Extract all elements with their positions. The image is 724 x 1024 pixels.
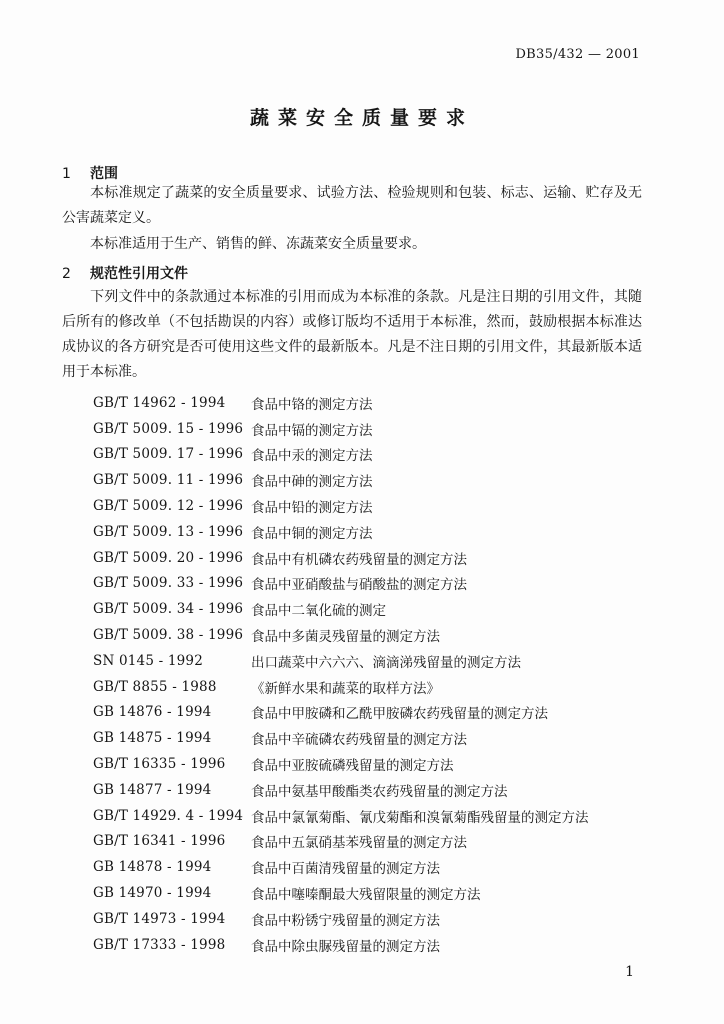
reference-name: 食品中多菌灵残留量的测定方法 xyxy=(251,629,440,646)
reference-item xyxy=(93,725,653,751)
reference-name: 食品中亚硝酸盐与硝酸盐的测定方法 xyxy=(251,577,467,594)
reference-name: 食品中砷的测定方法 xyxy=(251,474,373,491)
section-heading-scope xyxy=(62,163,118,183)
reference-code: GB/T 5009. 17 - 1996 xyxy=(93,446,244,463)
reference-item xyxy=(93,493,653,519)
reference-name: 食品中氨基甲酸酯类农药残留量的测定方法 xyxy=(251,783,508,800)
reference-code: GB/T 14962 - 1994 xyxy=(93,394,226,411)
reference-item xyxy=(93,700,653,726)
section-number: 1 xyxy=(62,166,71,182)
section-title: 规范性引用文件 xyxy=(90,266,188,282)
reference-name: 食品中除虫脲残留量的测定方法 xyxy=(251,938,440,955)
reference-item xyxy=(93,416,653,442)
reference-name: 食品中汞的测定方法 xyxy=(251,448,373,465)
reference-name: 食品中氯氰菊酯、氰戊菊酯和溴氰菊酯残留量的测定方法 xyxy=(251,809,589,826)
reference-item xyxy=(93,571,653,597)
paragraph-text: 本标准适用于生产、销售的鲜、冻蔬菜安全质量要求。 xyxy=(90,236,426,252)
reference-item xyxy=(93,829,653,855)
section-title: 范围 xyxy=(90,166,118,182)
reference-name: 食品中铜的测定方法 xyxy=(251,525,373,542)
reference-code: GB/T 17333 - 1998 xyxy=(93,936,226,953)
reference-code: GB/T 5009. 11 - 1996 xyxy=(93,472,244,489)
reference-code: GB/T 5009. 12 - 1996 xyxy=(93,498,244,515)
paragraph xyxy=(62,285,642,385)
reference-item xyxy=(93,777,653,803)
reference-item xyxy=(93,622,653,648)
reference-code: GB/T 14929. 4 - 1994 xyxy=(93,807,244,824)
reference-code: GB/T 14973 - 1994 xyxy=(93,910,226,927)
reference-code: GB/T 5009. 15 - 1996 xyxy=(93,420,244,437)
reference-code: GB 14878 - 1994 xyxy=(93,859,212,876)
reference-code: GB/T 8855 - 1988 xyxy=(93,678,217,695)
reference-item xyxy=(93,932,653,958)
reference-name: 食品中甲胺磷和乙酰甲胺磷农药残留量的测定方法 xyxy=(251,706,548,723)
reference-code: GB/T 16341 - 1996 xyxy=(93,833,226,850)
reference-item xyxy=(93,442,653,468)
reference-name: 《新鲜水果和蔬菜的取样方法》 xyxy=(251,680,440,697)
reference-item xyxy=(93,880,653,906)
paragraph-text: 本标准规定了蔬菜的安全质量要求、试验方法、检验规则和包装、标志、运输、贮存及无公害蔬菜定义。 xyxy=(62,185,642,226)
reference-item xyxy=(93,467,653,493)
reference-item xyxy=(93,596,653,622)
reference-name: 食品中铅的测定方法 xyxy=(251,500,373,517)
reference-name: 食品中有机磷农药残留量的测定方法 xyxy=(251,551,467,568)
section-number: 2 xyxy=(62,266,71,282)
paragraph xyxy=(62,181,642,231)
reference-code: GB 14875 - 1994 xyxy=(93,730,212,747)
reference-item xyxy=(93,390,653,416)
reference-name: 食品中二氧化硫的测定 xyxy=(251,603,386,620)
reference-code: GB/T 16335 - 1996 xyxy=(93,756,226,773)
reference-code: GB/T 5009. 38 - 1996 xyxy=(93,627,244,644)
reference-item xyxy=(93,906,653,932)
page-number: 1 xyxy=(625,964,634,980)
reference-name: 食品中噻嗪酮最大残留限量的测定方法 xyxy=(251,887,481,904)
reference-name: 出口蔬菜中六六六、滴滴涕残留量的测定方法 xyxy=(251,654,521,671)
reference-code: GB/T 5009. 13 - 1996 xyxy=(93,523,244,540)
reference-code: GB/T 5009. 34 - 1996 xyxy=(93,601,244,618)
reference-item xyxy=(93,751,653,777)
reference-name: 食品中铬的测定方法 xyxy=(251,396,373,413)
reference-code: GB 14877 - 1994 xyxy=(93,781,212,798)
reference-name: 食品中粉锈宁残留量的测定方法 xyxy=(251,912,440,929)
document-title: 蔬菜安全质量要求 xyxy=(249,107,474,129)
reference-item xyxy=(93,519,653,545)
reference-name: 食品中辛硫磷农药残留量的测定方法 xyxy=(251,732,467,749)
paragraph xyxy=(62,232,642,257)
paragraph-text: 下列文件中的条款通过本标准的引用而成为本标准的条款。凡是注日期的引用文件，其随后所有的修改单（不包括勘误的内容）或修订版均不适用于本标准，然而，鼓励根据本标准达成协议的各方研究是否可使用这些文件的最新版本。凡是不注日期的引用文件，其最新版本适用于本标准。 xyxy=(62,289,642,380)
section-heading-normative-references xyxy=(62,263,188,283)
reference-code: GB 14876 - 1994 xyxy=(93,704,212,721)
reference-item xyxy=(93,803,653,829)
reference-name: 食品中五氯硝基苯残留量的测定方法 xyxy=(251,835,467,852)
reference-code: GB 14970 - 1994 xyxy=(93,885,212,902)
reference-item xyxy=(93,648,653,674)
reference-item xyxy=(93,674,653,700)
reference-code: GB/T 5009. 33 - 1996 xyxy=(93,575,244,592)
reference-list xyxy=(93,390,653,958)
reference-name: 食品中镉的测定方法 xyxy=(251,422,373,439)
reference-name: 食品中百菌清残留量的测定方法 xyxy=(251,861,440,878)
reference-item xyxy=(93,545,653,571)
reference-item xyxy=(93,854,653,880)
reference-code: SN 0145 - 1992 xyxy=(93,652,204,669)
standard-code: DB35/432 — 2001 xyxy=(515,47,640,62)
reference-name: 食品中亚胺硫磷残留量的测定方法 xyxy=(251,758,454,775)
reference-code: GB/T 5009. 20 - 1996 xyxy=(93,549,244,566)
